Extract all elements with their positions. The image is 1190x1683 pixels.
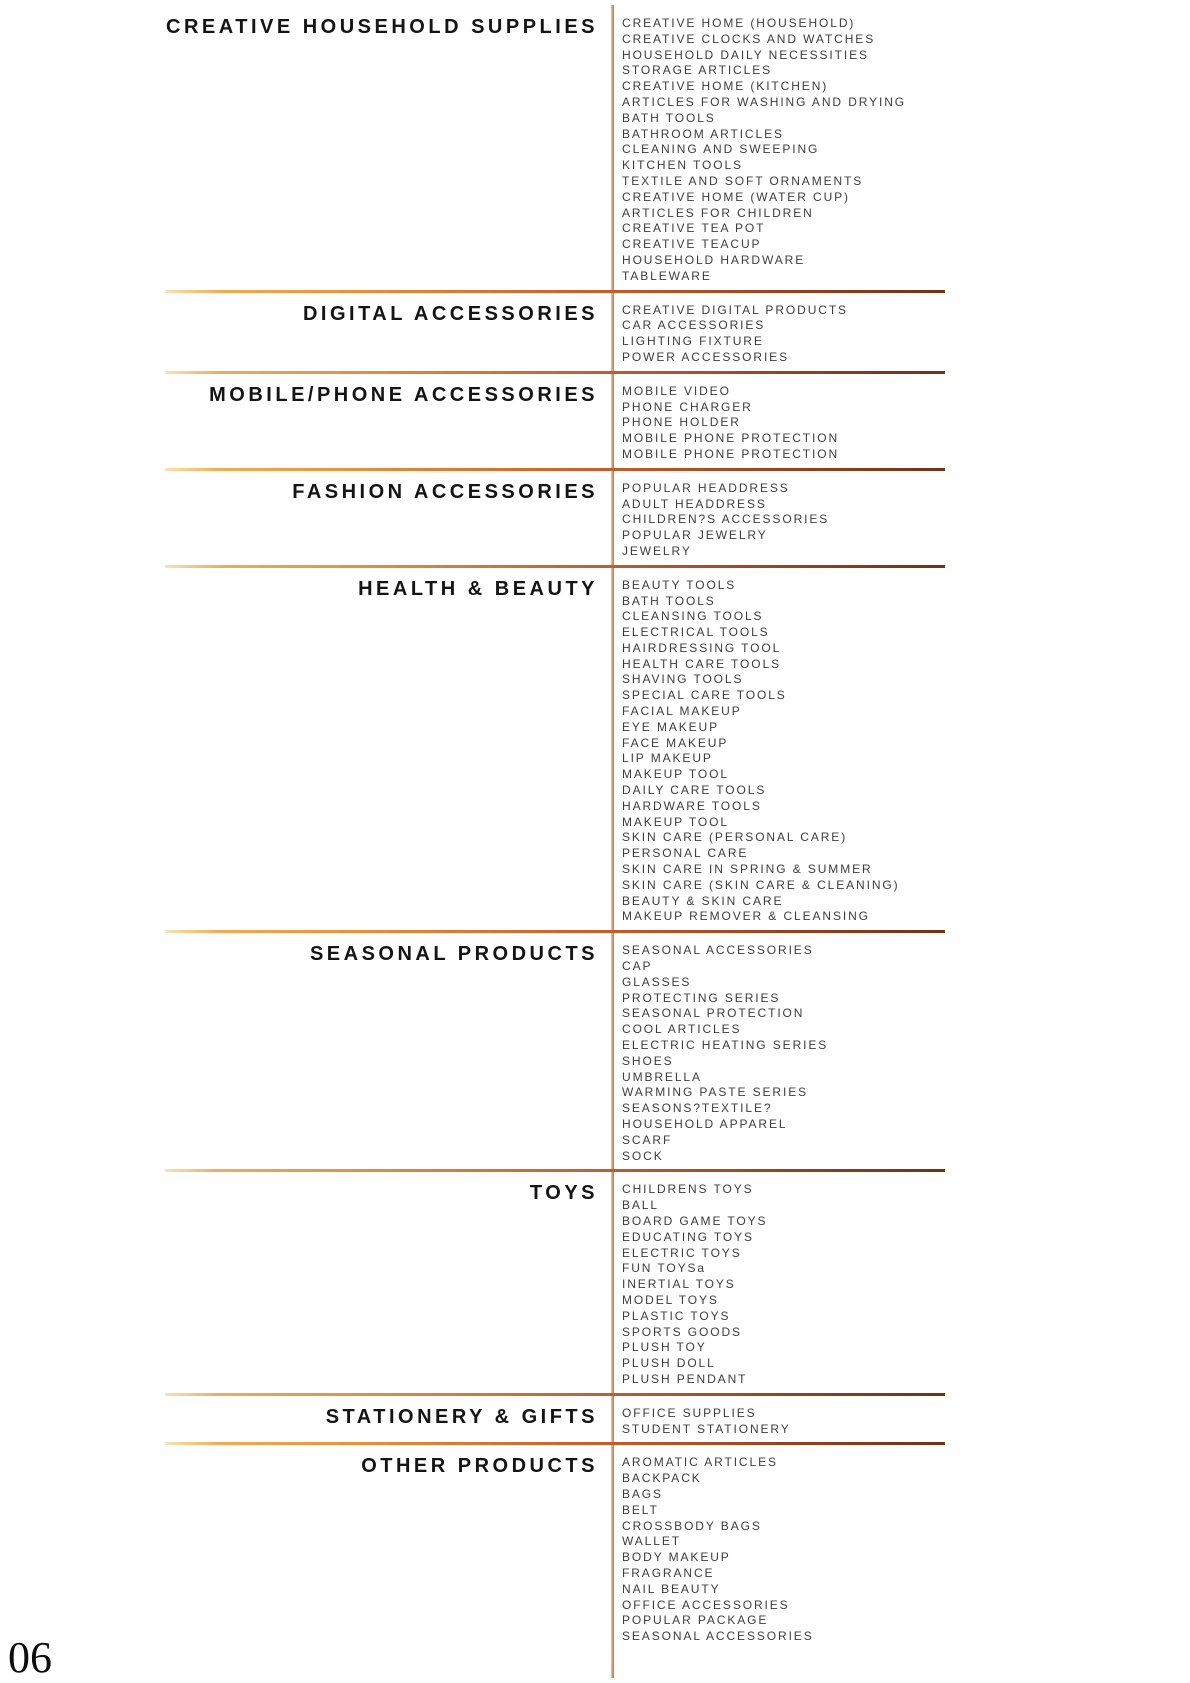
subcategory-item: LIP MAKEUP xyxy=(622,751,713,766)
subcategory-item: HOUSEHOLD HARDWARE xyxy=(622,252,806,267)
subcategory-item: EDUCATING TOYS xyxy=(622,1229,754,1244)
category-section xyxy=(165,303,945,366)
subcategory-item: JEWELRY xyxy=(622,543,692,558)
subcategory-item: FUN TOYSa xyxy=(622,1261,707,1276)
subcategory-item: PLUSH TOY xyxy=(622,1340,707,1355)
subcategory-item: KITCHEN TOOLS xyxy=(622,158,743,173)
category-section xyxy=(165,578,945,926)
section-separator-line xyxy=(165,1169,945,1172)
subcategory-list xyxy=(612,943,945,1164)
subcategory-item: BELT xyxy=(622,1502,659,1517)
subcategory-item: SOCK xyxy=(622,1148,664,1163)
subcategory-list xyxy=(612,303,945,366)
subcategory-item: SPECIAL CARE TOOLS xyxy=(622,688,787,703)
subcategory-item: BOARD GAME TOYS xyxy=(622,1213,768,1228)
subcategory-item: COOL ARTICLES xyxy=(622,1022,742,1037)
section-header: STATIONERY & GIFTS xyxy=(325,1405,598,1428)
subcategory-item: PLUSH DOLL xyxy=(622,1356,716,1371)
subcategory-item: BEAUTY TOOLS xyxy=(622,577,737,592)
subcategory-list xyxy=(612,1406,945,1438)
subcategory-item: CLEANING AND SWEEPING xyxy=(622,142,820,157)
subcategory-item: BAGS xyxy=(622,1486,663,1501)
section-separator-line xyxy=(165,1393,945,1396)
subcategory-item: PERSONAL CARE xyxy=(622,846,749,861)
section-header: SEASONAL PRODUCTS xyxy=(309,943,598,966)
subcategory-list xyxy=(612,1455,945,1645)
section-header-cell xyxy=(165,1455,612,1476)
subcategory-item: CREATIVE HOME (WATER CUP) xyxy=(622,189,850,204)
subcategory-item: MOBILE PHONE PROTECTION xyxy=(622,431,840,446)
subcategory-item: SKIN CARE (PERSONAL CARE) xyxy=(622,830,848,845)
subcategory-item: BACKPACK xyxy=(622,1471,702,1486)
section-separator-line xyxy=(165,565,945,568)
subcategory-item: UMBRELLA xyxy=(622,1069,702,1084)
subcategory-item: PLASTIC TOYS xyxy=(622,1308,731,1323)
subcategory-item: DAILY CARE TOOLS xyxy=(622,783,767,798)
section-header: DIGITAL ACCESSORIES xyxy=(302,302,598,325)
section-header: CREATIVE HOUSEHOLD SUPPLIES xyxy=(166,16,598,38)
subcategory-item: AROMATIC ARTICLES xyxy=(622,1455,778,1470)
subcategory-item: OFFICE ACCESSORIES xyxy=(622,1597,790,1612)
subcategory-item: SKIN CARE (SKIN CARE & CLEANING) xyxy=(622,877,900,892)
page-number: 06 xyxy=(8,1633,52,1682)
category-sections xyxy=(165,16,945,1645)
subcategory-item: LIGHTING FIXTURE xyxy=(622,334,764,349)
section-separator-line xyxy=(165,371,945,374)
subcategory-item: WALLET xyxy=(622,1534,681,1549)
section-separator-line xyxy=(165,1442,945,1445)
subcategory-item: CAR ACCESSORIES xyxy=(622,318,766,333)
subcategory-item: SEASONS?TEXTILE? xyxy=(622,1101,773,1116)
subcategory-list xyxy=(612,578,945,926)
subcategory-item: BATH TOOLS xyxy=(622,110,716,125)
subcategory-item: MAKEUP TOOL xyxy=(622,767,729,782)
subcategory-item: HARDWARE TOOLS xyxy=(622,798,762,813)
subcategory-item: HOUSEHOLD DAILY NECESSITIES xyxy=(622,47,869,62)
subcategory-item: SKIN CARE IN SPRING & SUMMER xyxy=(622,862,873,877)
subcategory-item: OFFICE SUPPLIES xyxy=(622,1405,757,1420)
subcategory-item: TEXTILE AND SOFT ORNAMENTS xyxy=(622,173,864,188)
subcategory-item: CREATIVE HOME (HOUSEHOLD) xyxy=(622,16,856,30)
subcategory-item: PHONE CHARGER xyxy=(622,399,753,414)
subcategory-item: GLASSES xyxy=(622,974,692,989)
subcategory-item: SCARF xyxy=(622,1132,673,1147)
subcategory-item: PLUSH PENDANT xyxy=(622,1371,748,1386)
subcategory-item: PHONE HOLDER xyxy=(622,415,741,430)
subcategory-item: ELECTRICAL TOOLS xyxy=(622,625,770,640)
section-header-cell xyxy=(165,1182,612,1203)
subcategory-item: CAP xyxy=(622,959,653,974)
subcategory-item: TABLEWARE xyxy=(622,268,712,283)
subcategory-item: ARTICLES FOR CHILDREN xyxy=(622,205,814,220)
category-section xyxy=(165,481,945,560)
subcategory-item: INERTIAL TOYS xyxy=(622,1277,736,1292)
subcategory-list xyxy=(612,16,945,285)
subcategory-item: POPULAR JEWELRY xyxy=(622,528,768,543)
subcategory-item: STORAGE ARTICLES xyxy=(622,63,772,78)
subcategory-item: FRAGRANCE xyxy=(622,1565,715,1580)
subcategory-item: CREATIVE DIGITAL PRODUCTS xyxy=(622,302,848,317)
subcategory-item: FACIAL MAKEUP xyxy=(622,704,742,719)
subcategory-item: NAIL BEAUTY xyxy=(622,1581,721,1596)
subcategory-item: EYE MAKEUP xyxy=(622,719,720,734)
category-section xyxy=(165,1455,945,1645)
section-header: OTHER PRODUCTS xyxy=(361,1455,598,1478)
section-header: FASHION ACCESSORIES xyxy=(292,480,598,503)
category-section xyxy=(165,1182,945,1387)
section-header: TOYS xyxy=(529,1182,598,1205)
subcategory-item: FACE MAKEUP xyxy=(622,735,729,750)
section-header-cell xyxy=(165,384,612,405)
subcategory-item: SHAVING TOOLS xyxy=(622,672,744,687)
subcategory-item: BALL xyxy=(622,1198,659,1213)
subcategory-item: ARTICLES FOR WASHING AND DRYING xyxy=(622,94,907,109)
section-header: HEALTH & BEAUTY xyxy=(358,577,598,600)
section-header-cell xyxy=(165,481,612,502)
subcategory-item: BODY MAKEUP xyxy=(622,1550,731,1565)
section-header-cell xyxy=(165,16,612,37)
subcategory-list xyxy=(612,1182,945,1387)
subcategory-item: HEALTH CARE TOOLS xyxy=(622,656,782,671)
subcategory-item: HAIRDRESSING TOOL xyxy=(622,640,782,655)
subcategory-item: SPORTS GOODS xyxy=(622,1324,742,1339)
subcategory-item: HOUSEHOLD APPAREL xyxy=(622,1117,788,1131)
subcategory-item: BATHROOM ARTICLES xyxy=(622,126,784,141)
subcategory-item: SHOES xyxy=(622,1053,674,1068)
category-section xyxy=(165,1406,945,1438)
subcategory-item: CREATIVE TEA POT xyxy=(622,221,766,236)
subcategory-item: POPULAR HEADDRESS xyxy=(622,480,790,495)
subcategory-item: SEASONAL ACCESSORIES xyxy=(622,943,814,958)
section-header-cell xyxy=(165,303,612,324)
subcategory-item: CREATIVE TEACUP xyxy=(622,237,762,252)
subcategory-item: BEAUTY & SKIN CARE xyxy=(622,893,784,908)
subcategory-item: POWER ACCESSORIES xyxy=(622,349,789,364)
subcategory-item: STUDENT STATIONERY xyxy=(622,1421,791,1436)
subcategory-item: MAKEUP REMOVER & CLEANSING xyxy=(622,909,870,924)
subcategory-list xyxy=(612,384,945,463)
subcategory-item: MODEL TOYS xyxy=(622,1292,719,1307)
section-header-cell xyxy=(165,943,612,964)
subcategory-item: CREATIVE CLOCKS AND WATCHES xyxy=(622,31,876,46)
subcategory-item: WARMING PASTE SERIES xyxy=(622,1085,809,1100)
section-separator-line xyxy=(165,930,945,933)
category-section xyxy=(165,16,945,285)
section-header-cell xyxy=(165,1406,612,1427)
category-section xyxy=(165,943,945,1164)
subcategory-item: CHILDRENS TOYS xyxy=(622,1182,754,1197)
subcategory-item: CREATIVE HOME (KITCHEN) xyxy=(622,79,829,94)
section-separator-line xyxy=(165,290,945,293)
subcategory-item: PROTECTING SERIES xyxy=(622,990,781,1005)
subcategory-item: SEASONAL ACCESSORIES xyxy=(622,1629,814,1644)
subcategory-item: ELECTRIC HEATING SERIES xyxy=(622,1038,829,1053)
subcategory-item: SEASONAL PROTECTION xyxy=(622,1006,805,1021)
subcategory-item: MOBILE VIDEO xyxy=(622,383,731,398)
section-separator-line xyxy=(165,468,945,471)
subcategory-list xyxy=(612,481,945,560)
section-header-cell xyxy=(165,578,612,599)
subcategory-item: BATH TOOLS xyxy=(622,593,716,608)
subcategory-item: ADULT HEADDRESS xyxy=(622,496,767,511)
subcategory-item: CLEANSING TOOLS xyxy=(622,609,764,624)
subcategory-item: POPULAR PACKAGE xyxy=(622,1613,769,1628)
section-header: MOBILE/PHONE ACCESSORIES xyxy=(209,383,598,406)
subcategory-item: CROSSBODY BAGS xyxy=(622,1518,762,1533)
subcategory-item: MAKEUP TOOL xyxy=(622,814,729,829)
category-section xyxy=(165,384,945,463)
subcategory-item: ELECTRIC TOYS xyxy=(622,1245,742,1260)
subcategory-item: MOBILE PHONE PROTECTION xyxy=(622,446,840,461)
subcategory-item: CHILDREN?S ACCESSORIES xyxy=(622,512,830,527)
